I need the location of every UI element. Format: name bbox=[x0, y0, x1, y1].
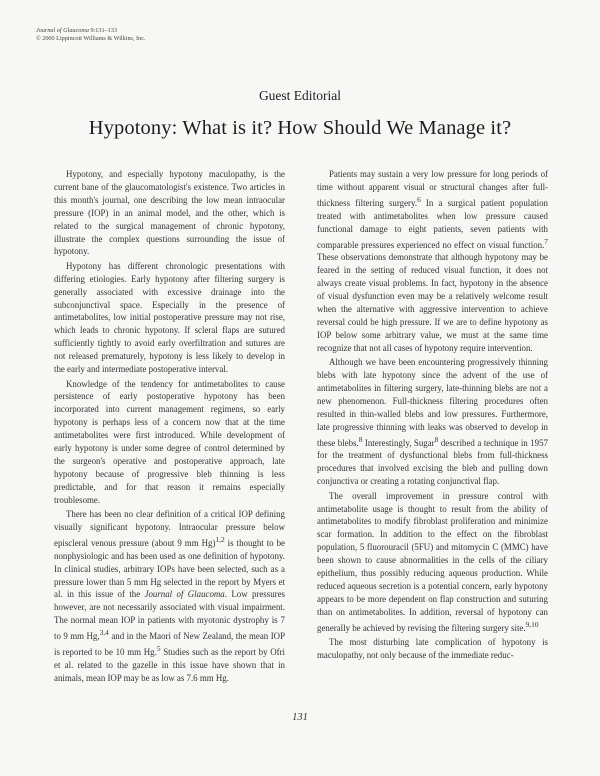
citation-ref: 6 bbox=[417, 194, 421, 204]
citation-ref: 8 bbox=[434, 434, 439, 444]
text-run: Although we have been encountering progressively thinning blebs with late hypotony since the advent of the use of antimetabolites in filtering surgery, late-thinning blebs are not a new phenomenon. Full-thickness filtering procedures often resulted in thin-walled blebs and low pressures. Furthermore, late progressive thinning with leaks was observed to develop in these blebs. bbox=[317, 357, 548, 448]
article-title: Hypotony: What is it? How Should We Manage it? bbox=[88, 117, 512, 139]
volume-pages: 9:131–133 bbox=[90, 27, 117, 34]
text-run: . Low pressures however, are not necessarily associated with visual impairment. The normal mean IOP in patients with myotonic dystrophy is 7 to 9 mm Hg, bbox=[54, 589, 285, 642]
paragraph bbox=[317, 356, 548, 488]
citation-ref: 9,10 bbox=[525, 619, 539, 629]
paragraph bbox=[317, 490, 548, 635]
journal-name-inline: Journal of Glaucoma bbox=[144, 589, 225, 600]
citation-ref: 7 bbox=[544, 236, 548, 246]
journal-citation bbox=[36, 27, 146, 35]
text-run: In a surgical patient population treated with antimetabolites when low pressure caused functional damage to eight patients, seven patients with comparable pressures experienced no effect on visual function. bbox=[317, 197, 548, 250]
text-run: and in the Maori of New Zealand, the mean IOP is reported to be 10 mm Hg. bbox=[54, 631, 285, 658]
text-run: Studies such as the report by Ofri et al. related to the gazelle in this issue have shown that in animals, mean IOP may be as low as 7.6 mm Hg. bbox=[54, 647, 286, 683]
journal-name: Journal of Glaucoma bbox=[36, 27, 89, 34]
running-head bbox=[36, 27, 146, 43]
right-column bbox=[317, 168, 548, 662]
text-run: There has been no clear definition of a critical IOP defining visually significant hypotony. Intraocular pressure below episcleral venous pressure (about 9 mm Hg) bbox=[54, 509, 285, 548]
paragraph: Hypotony, and especially hypotony maculopathy, is the current bane of the glaucomatologist's existence. Two articles in this month's journal, one describing the low mean intraocular pressure (IOP) in an animal model, and the other, which is related to the surgical management of chronic hypotony, illustrate the complex questions surrounding the issue of hypotony. bbox=[54, 169, 285, 257]
text-run: Patients may sustain a very low pressure for long periods of time without apparent visual or structural changes after full-thickness filtering surgery. bbox=[317, 169, 548, 208]
section-label: Guest Editorial bbox=[258, 88, 342, 103]
citation-ref: 3,4 bbox=[99, 628, 109, 638]
text-run: Interestingly, Sugar bbox=[362, 437, 435, 448]
paragraph: Knowledge of the tendency for antimetabolites to cause persistence of early postoperative hypotony has been incorporated into current management regimens, so early hypotony is perhaps less of a concern now that at the time antimetabolites were first introduced. While development of early hypotony is under some degree of control determined by the surgeon's operative and postoperative approach, late hypotony because of progressive bleb thinning is less predictable, and for that reason it remains especially troublesome. bbox=[54, 378, 285, 505]
citation-ref: 1,2 bbox=[215, 534, 225, 544]
paragraph bbox=[317, 168, 548, 355]
paragraph: The most disturbing late complication of hypotony is maculopathy, not only because of the immediate reduc- bbox=[317, 637, 548, 660]
text-run: These observations demonstrate that although hypotony may be feared in the setting of reduced visual function, it does not always create visual problems. In fact, hypotony in the absence of visual dysfunction even may be a relatively welcome result when the alternative with aggressive intervention to achieve reversal could be high pressure. If we are to define hypotony as IOP below some arbitrary value, we must at the same time recognize that not all cases of hypotony require intervention. bbox=[317, 252, 548, 353]
text-run: described a technique in 1957 for the treatment of dysfunctional blebs from full-thickness procedures that involved excising the bleb and pulling down conjunctiva or creating a rotating conjunctival flap. bbox=[317, 437, 548, 487]
text-run: is thought to be nonphysiologic and has been used as one definition of hypotony. In clinical studies, arbitrary IOPs have been selected, such as a pressure lower than 5 mm Hg selected in the report by Myers et al. in this issue of the bbox=[54, 537, 285, 600]
paragraph bbox=[54, 508, 285, 685]
text-run: The overall improvement in pressure control with antimetabolite usage is thought to result from the ability of antimetabolites to modify fibroblast proliferation and minimize scar formation. In addition to the effect on the fibroblast population, 5 fluorouracil (5FU) and mitomycin C (MMC) have been shown to cause abnormalities in the cells of the ciliary epithelium, thus possibly reducing aqueous production. While reduced aqueous secretion is a potential concern, early hypotony appears to be more dependent on flap construction and suturing than on antimetabolites. In addition, reversal of hypotony can generally be achieved by revising the filtering surgery site. bbox=[317, 490, 548, 633]
paragraph: Hypotony has different chronologic presentations with differing etiologies. Early hypotony after filtering surgery is generally associated with excessive drainage into the subconjunctival space. Especially in the presence of antimetabolites, low initial postoperative pressure may not rise, which leads to chronic hypotony. If scleral flaps are sutured sufficiently tightly to avoid early overfiltration and sutures are not released prematurely, hypotony is less likely to develop in the early and intermediate postoperative interval. bbox=[54, 260, 285, 375]
left-column bbox=[54, 168, 285, 685]
citation-ref: 5 bbox=[156, 644, 161, 654]
page-number: 131 bbox=[292, 712, 308, 723]
copyright-line: © 2000 Lippincott Williams & Wilkins, Inc. bbox=[36, 35, 146, 42]
citation-ref: 8 bbox=[358, 434, 363, 444]
